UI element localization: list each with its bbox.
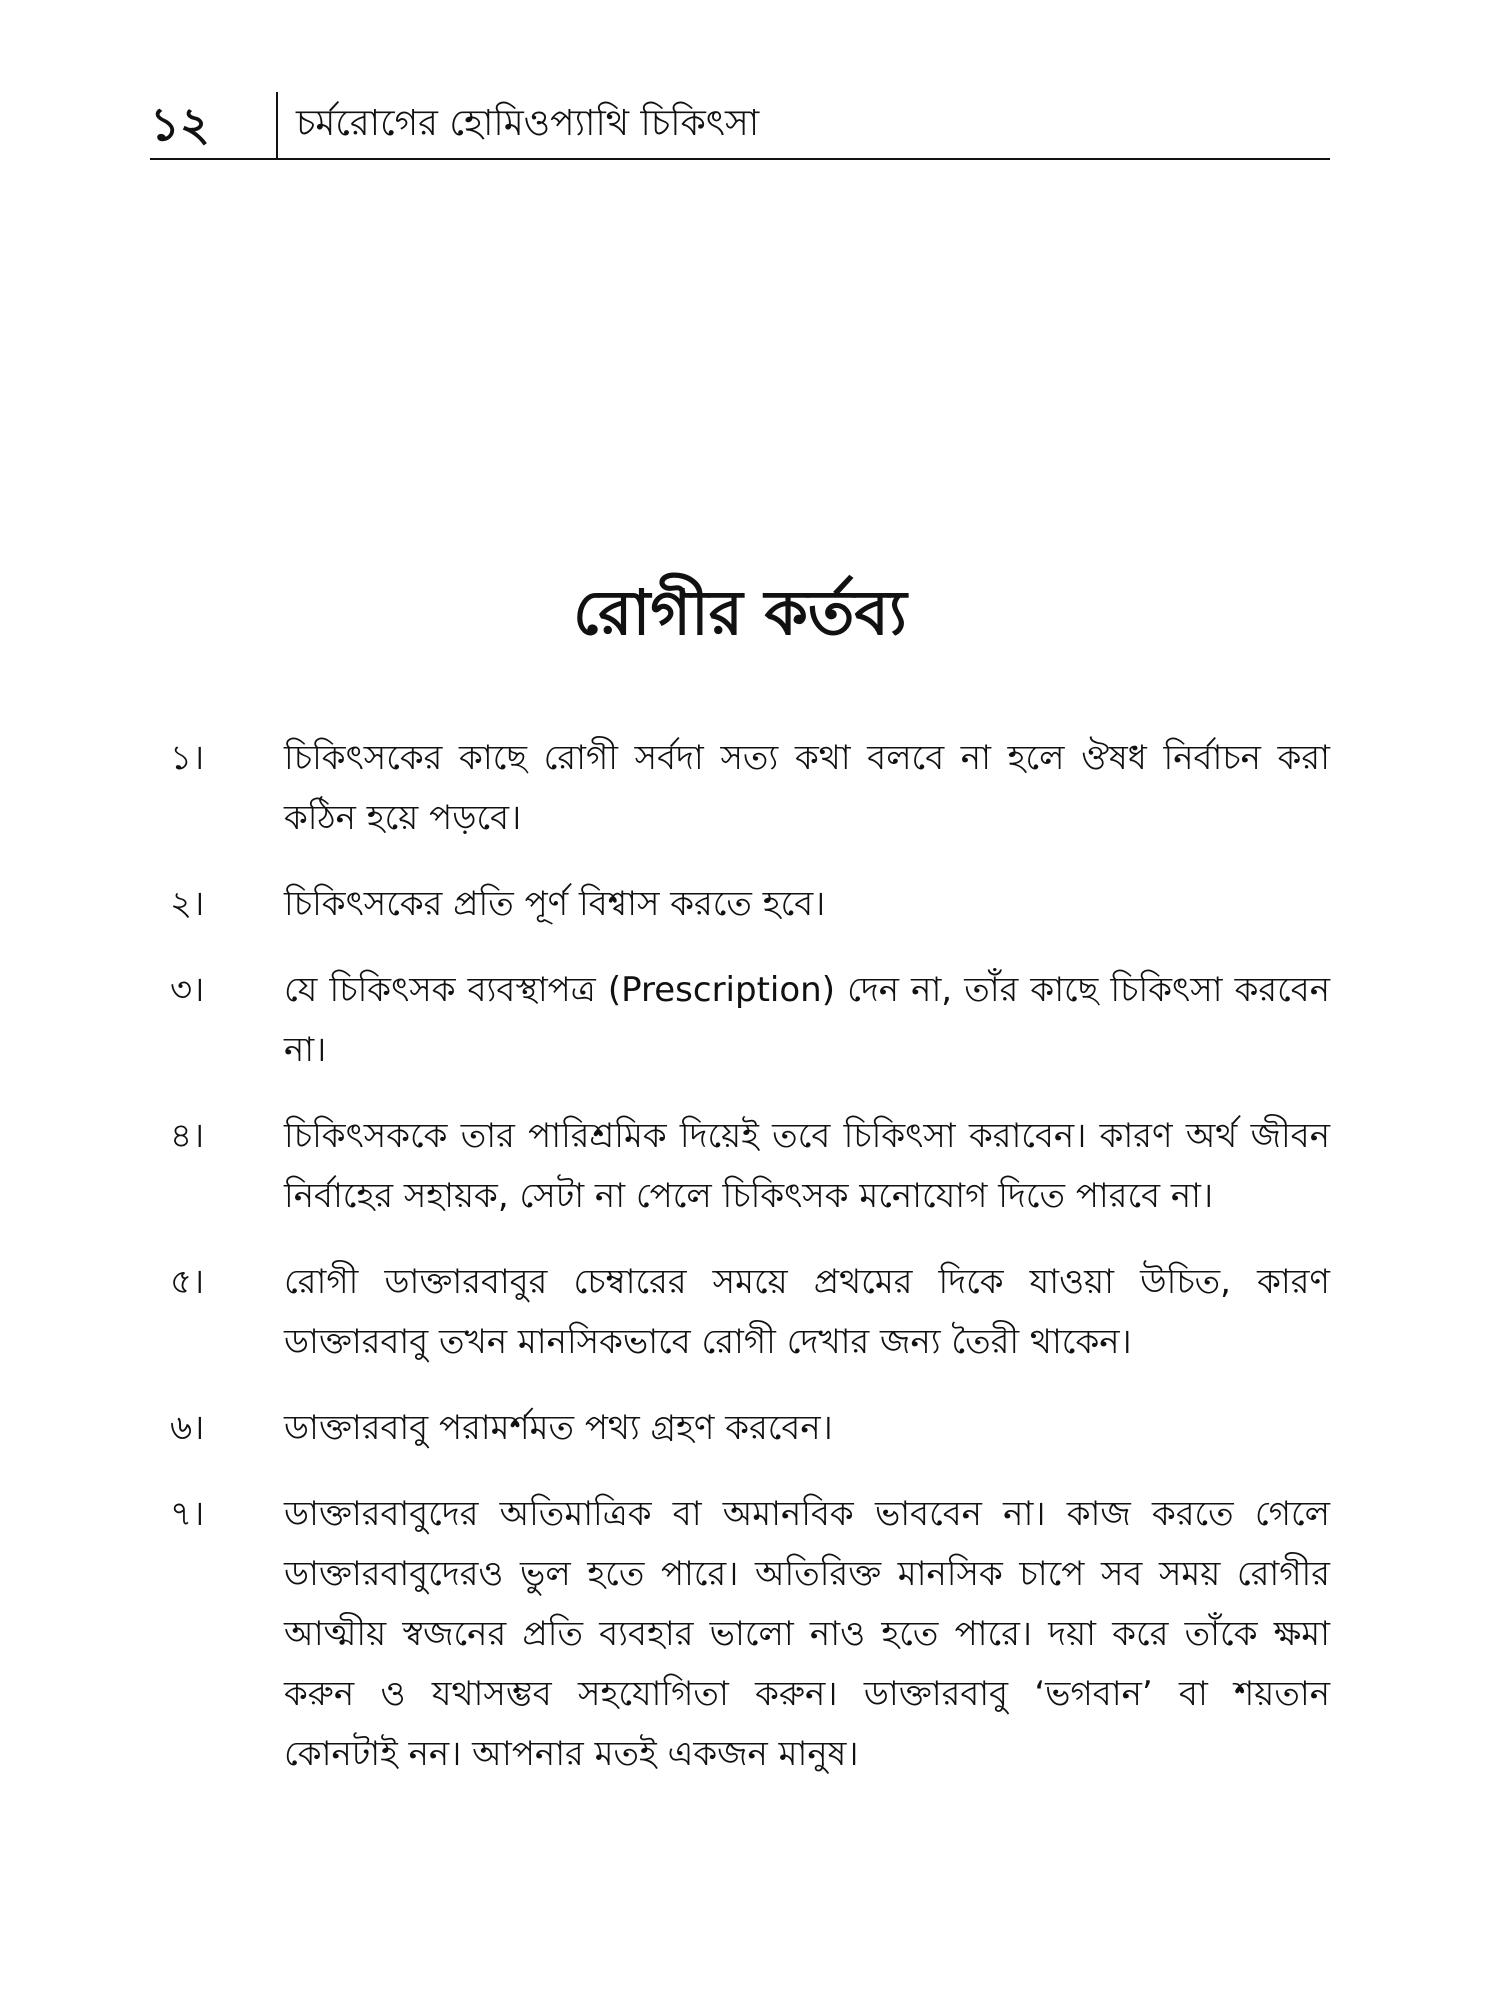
list-item (170, 960, 1330, 1080)
list-item (170, 728, 1330, 848)
item-text: চিকিৎসকের প্রতি পূর্ণ বিশ্বাস করতে হবে। (284, 884, 826, 924)
page-number: ১২ (150, 97, 210, 151)
numbered-list (170, 728, 1330, 1810)
header-rule (150, 158, 1330, 160)
list-item (170, 1106, 1330, 1226)
item-number: ২। (170, 884, 205, 924)
list-item (170, 874, 1330, 934)
item-text: যে চিকিৎসক ব্যবস্থাপত্র (Prescription) দেন না, তাঁর কাছে চিকিৎসা করবেন না। (284, 970, 1330, 1070)
item-text: ডাক্তারবাবুদের অতিমাত্রিক বা অমানবিক ভাববেন না। কাজ করতে গেলে ডাক্তারবাবুদেরও ভুল হতে পারে। অতিরিক্ত মানসিক চাপে সব সময় রোগীর আত্মীয় স্বজনের প্রতি ব্যবহার ভালো নাও হতে পারে। দয়া করে তাঁকে ক্ষমা করুন ও যথাসম্ভব সহযোগিতা করুন। ডাক্তারবাবু ‘ভগবান’ বা শয়তান কোনটাই নন। আপনার মতই একজন মানুষ। (284, 1494, 1330, 1774)
item-text: রোগী ডাক্তারবাবুর চেম্বারের সময়ে প্রথমের দিকে যাওয়া উচিত, কারণ ডাক্তারবাবু তখন মানসিকভাবে রোগী দেখার জন্য তৈরী থাকেন। (284, 1262, 1330, 1362)
item-number: ৪। (170, 1116, 205, 1156)
item-text: চিকিৎসকের কাছে রোগী সর্বদা সত্য কথা বলবে না হলে ঔষধ নির্বাচন করা কঠিন হয়ে পড়বে। (284, 738, 1330, 838)
item-text: চিকিৎসককে তার পারিশ্রমিক দিয়েই তবে চিকিৎসা করাবেন। কারণ অর্থ জীবন নির্বাহের সহায়ক, সেটা না পেলে চিকিৎসক মনোযোগ দিতে পারবে না। (284, 1116, 1330, 1216)
chapter-title: রোগীর কর্তব্য (573, 576, 907, 649)
item-text: ডাক্তারবাবু পরামর্শমত পথ্য গ্রহণ করবেন। (284, 1408, 833, 1448)
list-item (170, 1252, 1330, 1372)
item-number: ৭। (170, 1494, 205, 1534)
list-item (170, 1484, 1330, 1784)
item-number: ৫। (170, 1262, 205, 1302)
item-number: ১। (170, 738, 205, 778)
running-title: চর্মরোগের হোমিওপ্যাথি চিকিৎসা (296, 103, 760, 144)
list-item (170, 1398, 1330, 1458)
item-number: ৩। (170, 970, 205, 1010)
item-number: ৬। (170, 1408, 205, 1448)
header-divider (276, 92, 278, 160)
page-header (150, 92, 1330, 160)
